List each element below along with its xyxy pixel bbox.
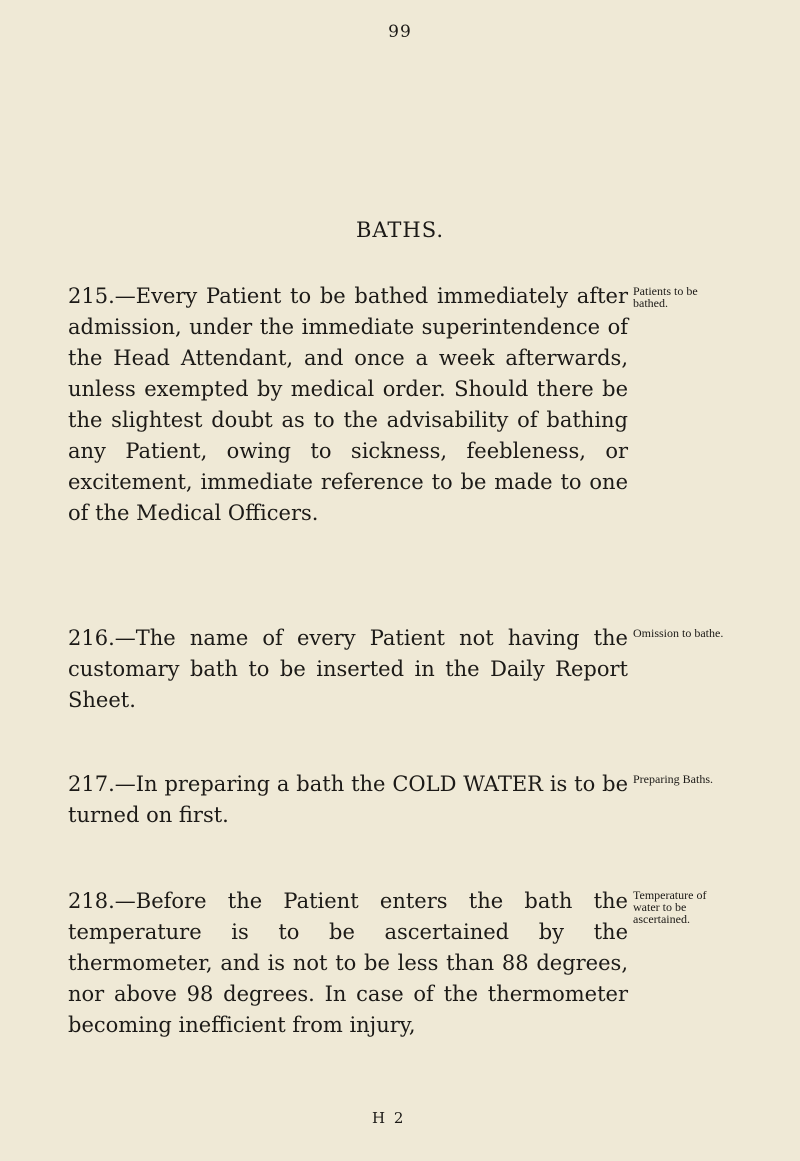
section-heading: BATHS.	[355, 218, 445, 242]
side-note-216: Omission to bathe.	[633, 626, 724, 640]
paragraph-text: —In preparing a bath the COLD WATER is to be turned on first.	[68, 772, 628, 827]
side-note-218: Temperature of water to be ascertained.	[633, 888, 707, 926]
side-note-215: Patients to be bathed.	[633, 284, 698, 310]
paragraph-number: 215.	[68, 284, 115, 308]
paragraph-number: 216.	[68, 626, 115, 650]
paragraph-218	[68, 886, 628, 1041]
paragraph-number: 217.	[68, 772, 115, 796]
paragraph-217	[68, 769, 628, 831]
paragraph-216	[68, 623, 628, 716]
signature-mark: H 2	[372, 1109, 406, 1127]
paragraph-text: —Before the Patient enters the bath the temperature is to be ascertained by the thermometer, and is not to be less than 88 degrees, nor above 98 degrees. In case of the thermometer becoming inefficient from injury,	[68, 889, 628, 1037]
page-number: 99	[388, 22, 412, 42]
paragraph-text: —Every Patient to be bathed immediately after admission, under the immediate superintendence of the Head Attendant, and once a week afterwards, unless exempted by medical order. Should there be the slightest doubt as to the advisability of bathing any Patient, owing to sickness, feebleness, or excitement, immediate reference to be made to one of the Medical Officers.	[68, 284, 628, 525]
side-note-217: Preparing Baths.	[633, 772, 713, 786]
paragraph-text: —The name of every Patient not having the customary bath to be inserted in the Daily Report Sheet.	[68, 626, 628, 712]
paragraph-215	[68, 281, 628, 529]
paragraph-number: 218.	[68, 889, 115, 913]
